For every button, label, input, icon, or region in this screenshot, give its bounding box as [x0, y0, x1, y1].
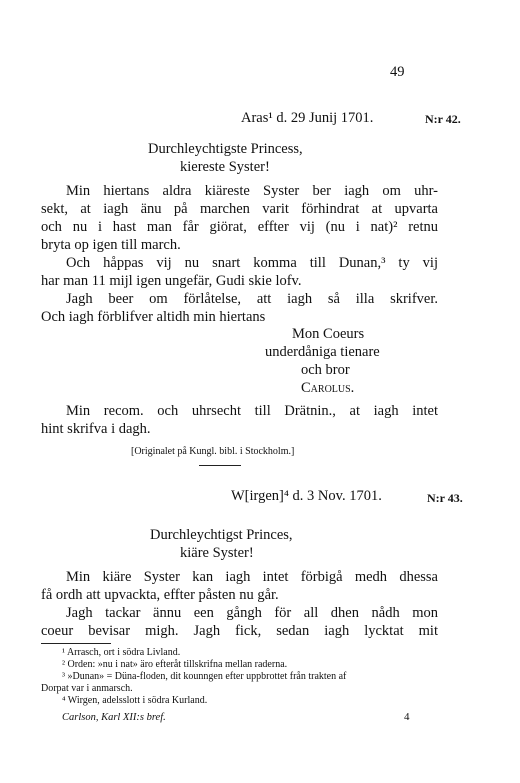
section-divider	[199, 465, 241, 466]
letter-43-body-line-3: Jagh tackar ännu een gångh för all dhen nådh mon	[66, 605, 438, 621]
footnote-3: ³ »Dunan» = Düna-floden, dit kounngen efter uppbrottet från trakten af	[62, 671, 347, 682]
letter-42-signature: Carolus.	[301, 380, 355, 396]
letter-43-body-line-2: få ordh att upvackta, effter påsten nu går.	[41, 587, 279, 603]
footnote-3-continued: Dorpat var i anmarsch.	[41, 683, 133, 694]
letter-42-closing-line-2: underdåniga tienare	[265, 344, 380, 360]
footer-source: Carlson, Karl XII:s bref.	[62, 712, 166, 723]
letter-43-salutation-line-2: kiäre Syster!	[180, 545, 254, 561]
letter-42-body-line-7: Jagh beer om förlåtelse, att iagh så illa skrifver.	[66, 291, 438, 307]
letter-42-salutation-line-1: Durchleychtigste Princess,	[148, 141, 303, 157]
letter-43-body-line-4: coeur bevisar migh. Jagh fick, sedan iagh lycktat mit	[41, 623, 438, 639]
footnote-1: ¹ Arrasch, ort i södra Livland.	[62, 647, 181, 658]
footnote-rule	[41, 643, 111, 644]
letter-42-source-note: [Originalet på Kungl. bibl. i Stockholm.]	[131, 446, 295, 457]
letter-42-place-date: Aras¹ d. 29 Junij 1701.	[241, 110, 374, 126]
letter-42-body-line-6: har man 11 mijl igen ungefär, Gudi skie lofv.	[41, 273, 302, 289]
letter-43-number: N:r 43.	[427, 491, 463, 505]
letter-42-salutation-line-2: kiereste Syster!	[180, 159, 270, 175]
letter-43-place-date: W[irgen]⁴ d. 3 Nov. 1701.	[231, 488, 382, 504]
footnote-4: ⁴ Wirgen, adelsslott i södra Kurland.	[62, 695, 208, 706]
page-number: 49	[390, 64, 405, 80]
letter-42-body-line-4: bryta op igen till march.	[41, 237, 181, 253]
letter-42-body-line-8: Och iagh förblifver altidh min hiertans	[41, 309, 266, 325]
letter-42-postscript-line-1: Min recom. och uhrsecht till Drätnin., at iagh intet	[66, 403, 438, 419]
letter-42-body-line-1: Min hiertans aldra kiäreste Syster ber iagh om uhr-	[66, 183, 438, 199]
letter-43-salutation-line-1: Durchleychtigst Princes,	[150, 527, 293, 543]
letter-42-closing-line-3: och bror	[301, 362, 350, 378]
letter-42-closing-line-1: Mon Coeurs	[292, 326, 365, 342]
footnote-2: ² Orden: »nu i nat» äro efteråt tillskrifna mellan raderna.	[62, 659, 288, 670]
letter-42-number: N:r 42.	[425, 112, 461, 126]
letter-43-body-line-1: Min kiäre Syster kan iagh intet förbigå medh dhessa	[66, 569, 438, 585]
footer-signature-mark: 4	[404, 711, 410, 723]
letter-42-body-line-3: och nu i hast man får giörat, effter vij (nu i nat)² retnu	[41, 219, 438, 235]
letter-42-postscript-line-2: hint skrifva i dagh.	[41, 421, 151, 437]
letter-42-body-line-2: sekt, at iagh änu på marchen varit förhindrat at upvarta	[41, 201, 438, 217]
letter-42-body-line-5: Och håppas vij nu snart komma till Dunan,³ ty vij	[66, 255, 438, 271]
